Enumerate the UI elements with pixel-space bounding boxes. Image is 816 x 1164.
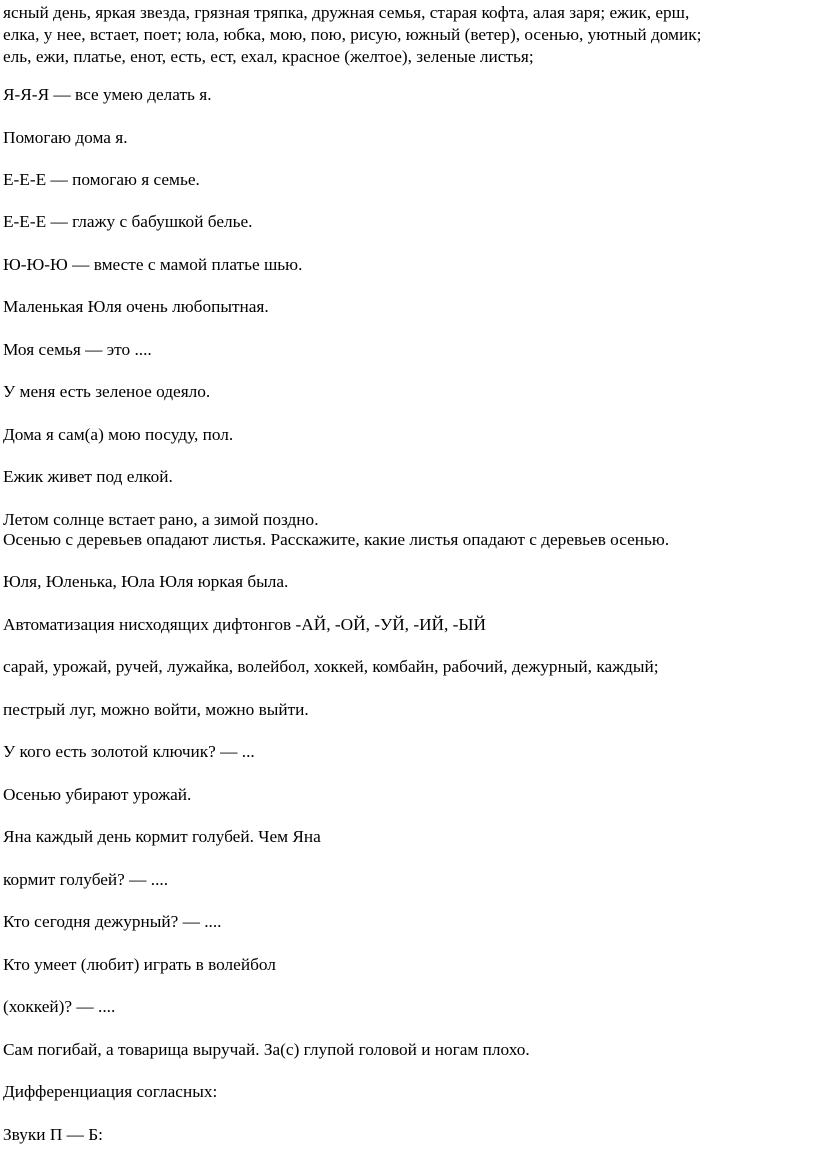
paragraph: Ю-Ю-Ю — вместе с мамой платье шью.: [3, 255, 303, 274]
intro-line: елка, у нее, встает, поет; юла, юбка, мою, пою, рисую, южный (ветер), осенью, уютный домик;: [3, 25, 702, 44]
paragraph: Дома я сам(а) мою посуду, пол.: [3, 425, 234, 444]
paragraph: У кого есть золотой ключик? — ...: [3, 742, 255, 761]
paragraph: Яна каждый день кормит голубей. Чем Яна: [3, 827, 321, 846]
paragraph: У меня есть зеленое одеяло.: [3, 382, 211, 401]
intro-word-list: [3, 2, 811, 68]
intro-line: ель, ежи, платье, енот, есть, ест, ехал, красное (желтое), зеленые листья;: [3, 47, 534, 66]
section-heading: Автоматизация нисходящих дифтонгов -АЙ, -ОЙ, -УЙ, -ИЙ, -ЫЙ: [3, 615, 486, 634]
paragraph: Е-Е-Е — глажу с бабушкой белье.: [3, 212, 253, 231]
paragraph: Е-Е-Е — помогаю я семье.: [3, 170, 200, 189]
paragraph: Осенью убирают урожай.: [3, 785, 192, 804]
paragraph: Осенью с деревьев опадают листья. Расскажите, какие листья опадают с деревьев осенью.: [3, 530, 670, 549]
paragraph: Помогаю дома я.: [3, 128, 128, 147]
paragraph: Летом солнце встает рано, а зимой поздно.: [3, 510, 319, 529]
section-heading: Дифференциация согласных:: [3, 1082, 218, 1101]
paragraph: (хоккей)? — ....: [3, 997, 116, 1016]
paragraph: Кто сегодня дежурный? — ....: [3, 912, 222, 931]
paragraph: Моя семья — это ....: [3, 340, 152, 359]
paragraph: Сам погибай, а товарища выручай. За(с) глупой головой и ногам плохо.: [3, 1040, 530, 1059]
intro-line: ясный день, яркая звезда, грязная тряпка, дружная семья, старая кофта, алая заря; ежик, ерш,: [3, 3, 690, 22]
paragraph: Маленькая Юля очень любопытная.: [3, 297, 269, 316]
paragraph: Звуки П — Б:: [3, 1125, 103, 1144]
paragraph: Кто умеет (любит) играть в волейбол: [3, 955, 276, 974]
paragraph: Я-Я-Я — все умею делать я.: [3, 85, 212, 104]
paragraph: сарай, урожай, ручей, лужайка, волейбол, хоккей, комбайн, рабочий, дежурный, каждый;: [3, 657, 659, 676]
paragraph: Юля, Юленька, Юла Юля юркая была.: [3, 572, 289, 591]
paragraph: кормит голубей? — ....: [3, 870, 169, 889]
paragraph: пестрый луг, можно войти, можно выйти.: [3, 700, 309, 719]
paragraph: Ежик живет под елкой.: [3, 467, 173, 486]
